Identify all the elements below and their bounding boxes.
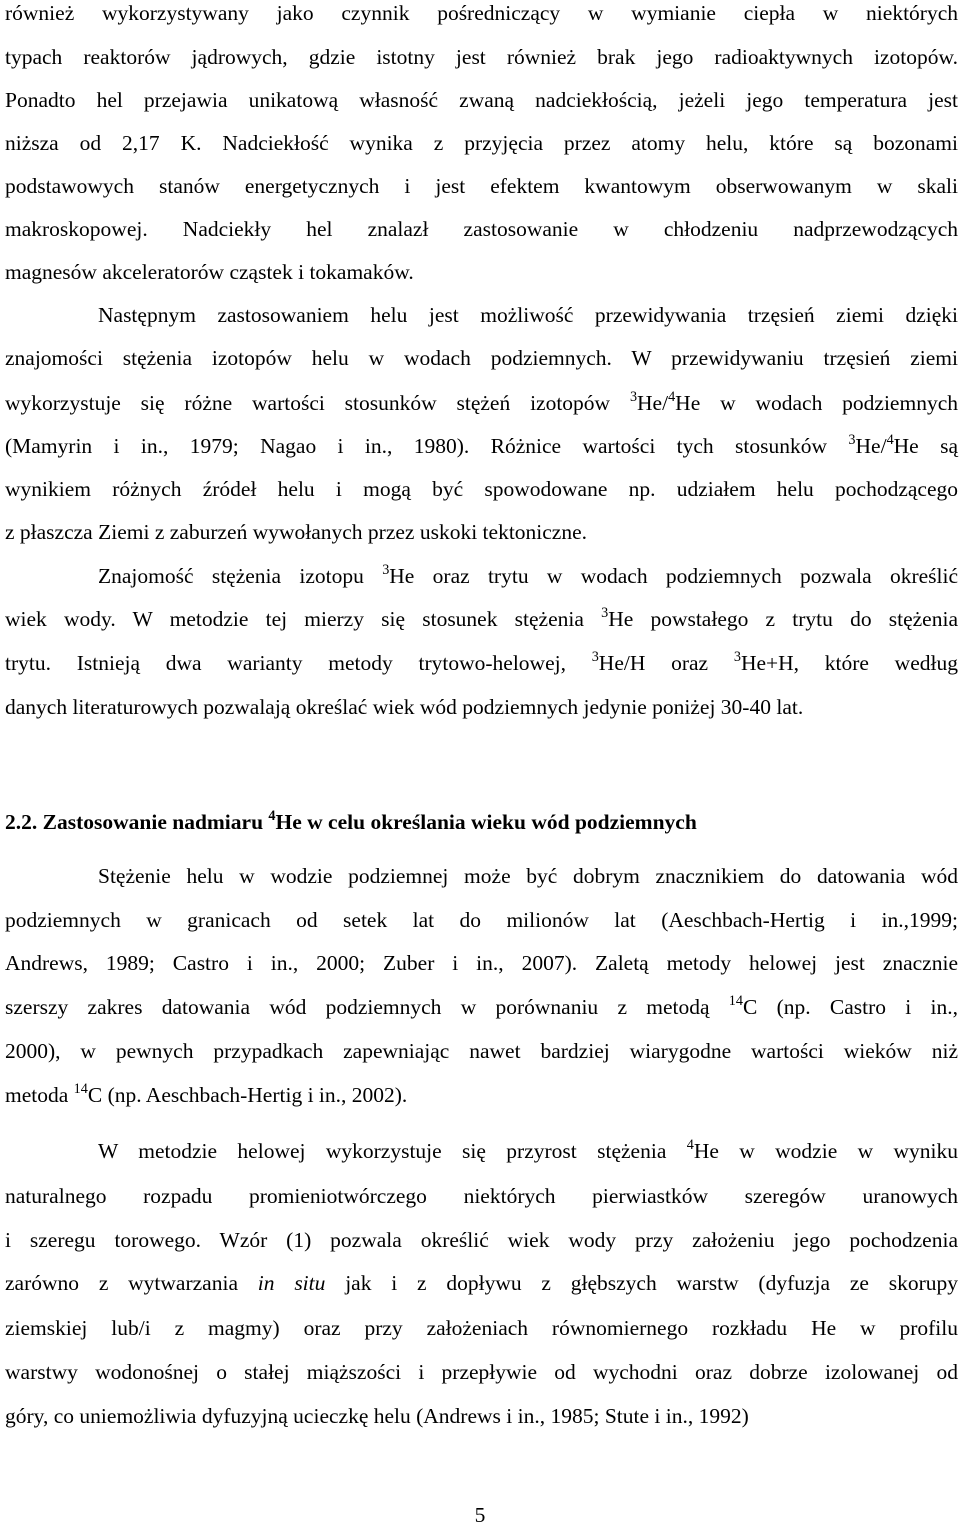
italic-term: in situ [257, 1271, 326, 1295]
text-line: wynikiem różnych źródeł helu i mogą być spowodowane np. udziałem helu pochodzącego [5, 477, 958, 501]
superscript: 3 [733, 649, 741, 666]
text-line: wykorzystuje się różne wartości stosunków stężeń izotopów $^3$He/$^4$He w wodach podziemnych [5, 389, 958, 415]
text-line: podstawowych stanów energetycznych i jest efektem kwantowym obserwowanym w skali [5, 174, 958, 198]
text-line: warstwy wodonośnej o stałej miąższości i przepływie od wychodni oraz dobrze izolowanej od [5, 1360, 958, 1384]
text-line: magnesów akceleratorów cząstek i tokamaków. [5, 260, 414, 284]
text-line: makroskopowej. Nadciekły hel znalazł zastosowanie w chłodzeniu nadprzewodzących [5, 217, 958, 241]
superscript: 4 [686, 1137, 694, 1154]
text-line: trytu. Istnieją dwa warianty metody trytowo-helowej, $^3$He/H oraz $^3$He+H, które według [5, 649, 958, 675]
text-line: zarówno z wytwarzania in situ jak i z dopływu z głębszych warstw (dyfuzja ze skorupy [5, 1271, 958, 1295]
text-line: z płaszcza Ziemi z zaburzeń wywołanych przez uskoki tektoniczne. [5, 520, 588, 544]
text-line: 2000), w pewnych przypadkach zapewniając nawet bardziej wiarygodne wartości wieków niż [5, 1039, 958, 1063]
superscript: 4 [886, 432, 894, 449]
superscript: 4 [268, 808, 276, 825]
text-line: Następnym zastosowaniem helu jest możliwość przewidywania trzęsień ziemi dzięki [98, 303, 958, 327]
text-line: metoda $^{14}$C (np. Aeschbach-Hertig i in., 2002). [5, 1081, 408, 1107]
text-line: szerszy zakres datowania wód podziemnych w porównaniu z metodą $^{14}$C (np. Castro i in., [5, 993, 958, 1019]
text-line: wiek wody. W metodzie tej mierzy się stosunek stężenia $^3$He powstałego z trytu do stężenia [5, 605, 958, 631]
text-line: Andrews, 1989; Castro i in., 2000; Zuber i in., 2007). Zaletą metody helowej jest znacznie [5, 951, 958, 975]
text-line: Ponadto hel przejawia unikatową własność zwaną nadciekłością, jeżeli jego temperatura jest [5, 88, 958, 112]
text-line: typach reaktorów jądrowych, gdzie istotny jest również brak jego radioaktywnych izotopów. [5, 45, 958, 69]
page-number: 5 [474, 1503, 486, 1527]
superscript: 3 [629, 389, 638, 406]
superscript: 3 [382, 562, 390, 579]
superscript: 14 [73, 1081, 88, 1098]
text-line: i szeregu torowego. Wzór (1) pozwala określić wiek wody przy założeniu jego pochodzenia [5, 1228, 958, 1252]
text-line: ziemskiej lub/i z magmy) oraz przy założeniach równomiernego rozkładu He w profilu [5, 1316, 958, 1340]
text-line: góry, co uniemożliwia dyfuzyjną ucieczkę helu (Andrews i in., 1985; Stute i in., 1992) [5, 1404, 749, 1428]
text-line: Stężenie helu w wodzie podziemnej może być dobrym znacznikiem do datowania wód [98, 864, 958, 888]
text-line: danych literaturowych pozwalają określać wiek wód podziemnych jedynie poniżej 30-40 lat. [5, 695, 804, 719]
superscript: 3 [601, 605, 609, 622]
text-line: również wykorzystywany jako czynnik pośredniczący w wymianie ciepła w niektórych [5, 1, 958, 25]
text-line: W metodzie helowej wykorzystuje się przyrost stężenia $^4$He w wodzie w wyniku [98, 1137, 958, 1163]
superscript: 4 [668, 389, 676, 406]
superscript: 3 [848, 432, 856, 449]
text-line: niższa od 2,17 K. Nadciekłość wynika z przyjęcia przez atomy helu, które są bozonami [5, 131, 958, 155]
text-line: Znajomość stężenia izotopu $^3$He oraz trytu w wodach podziemnych pozwala określić [98, 562, 958, 588]
text-line: naturalnego rozpadu promieniotwórczego niektórych pierwiastków szeregów uranowych [5, 1184, 958, 1208]
superscript: 3 [591, 649, 599, 666]
text-line: podziemnych w granicach od setek lat do milionów lat (Aeschbach-Hertig i in.,1999; [5, 908, 958, 932]
text-line: (Mamyrin i in., 1979; Nagao i in., 1980). Różnice wartości tych stosunków $^3$He/$^4$He są [5, 432, 959, 458]
text-line: znajomości stężenia izotopów helu w wodach podziemnych. W przewidywaniu trzęsień ziemi [5, 346, 958, 370]
section-heading: 2.2. Zastosowanie nadmiaru $^4$He w celu określania wieku wód podziemnych [5, 808, 697, 834]
superscript: 14 [728, 993, 743, 1010]
